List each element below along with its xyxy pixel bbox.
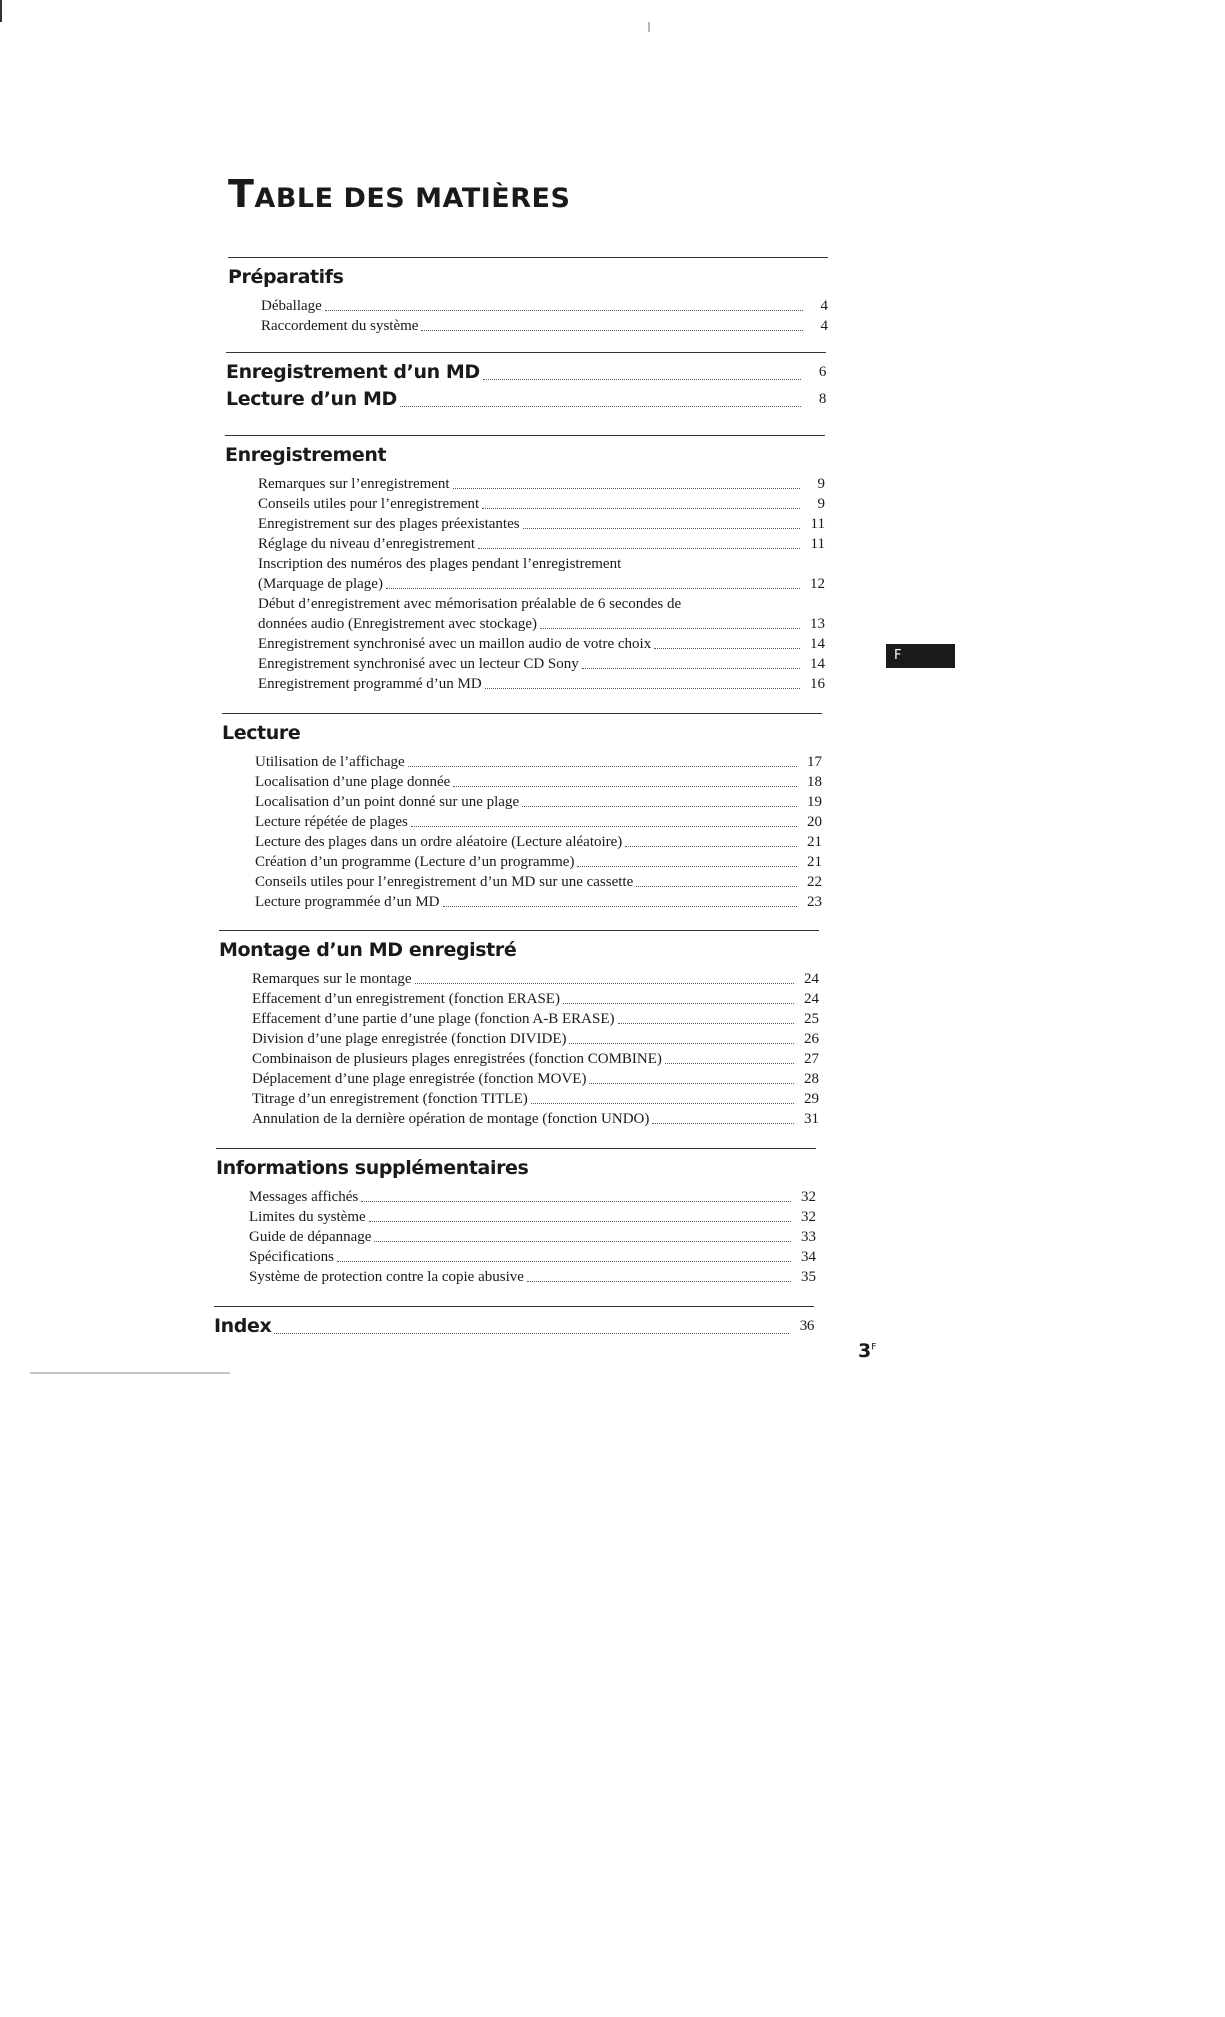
toc-entry[interactable]: [252, 1049, 819, 1069]
section-rule: [214, 1306, 814, 1307]
entry-label: Titrage d’un enregistrement (fonction TITLE): [252, 1091, 528, 1107]
dot-leader: [589, 1083, 794, 1084]
entry-page: 32: [801, 1209, 816, 1225]
dot-leader: [386, 588, 800, 589]
section-title: Informations supplémentaires: [216, 1157, 529, 1179]
entry-label: Inscription des numéros des plages pendant l’enregistrement: [258, 556, 622, 572]
dot-leader: [636, 886, 797, 887]
dot-leader: [443, 906, 797, 907]
entry-label: Localisation d’un point donné sur une plage: [255, 794, 520, 810]
page-number: $3^F$: [858, 1340, 877, 1362]
toc-entry[interactable]: [258, 674, 825, 694]
entry-label: Messages affichés: [249, 1189, 359, 1205]
dot-leader: [618, 1023, 794, 1024]
entry-page: 13: [810, 616, 825, 632]
entry-list: [226, 359, 826, 413]
section-informations: [216, 1148, 816, 1287]
entry-list: [228, 296, 828, 336]
entry-label: Déplacement d’une plage enregistrée (fonction MOVE): [252, 1071, 587, 1087]
dot-leader: [274, 1333, 789, 1334]
entry-page: 35: [801, 1269, 816, 1285]
section-rule: [226, 352, 826, 353]
toc-entry[interactable]: [252, 1069, 819, 1089]
dot-leader: [485, 688, 800, 689]
section-rule: [222, 713, 822, 714]
section-title: Préparatifs: [228, 266, 344, 288]
dot-leader: [582, 668, 800, 669]
toc-entry[interactable]: [258, 594, 825, 614]
entry-label: Lecture répétée de plages: [255, 814, 408, 830]
toc-entry[interactable]: [258, 614, 825, 634]
entry-label: Enregistrement sur des plages préexistantes: [258, 516, 520, 532]
entry-list: [225, 474, 825, 694]
section-title: Montage d’un MD enregistré: [219, 939, 517, 961]
entry-page: 4: [820, 298, 828, 314]
toc-entry[interactable]: [252, 1029, 819, 1049]
toc-entry[interactable]: [255, 812, 822, 832]
entry-label: Effacement d’un enregistrement (fonction ERASE): [252, 991, 560, 1007]
entry-label: Conseils utiles pour l’enregistrement: [258, 496, 480, 512]
dot-leader: [483, 379, 801, 380]
dot-leader: [563, 1003, 794, 1004]
toc-entry[interactable]: [258, 554, 825, 574]
toc-entry[interactable]: [226, 386, 826, 413]
dot-leader: [482, 508, 800, 509]
page-title: TABLE DES MATIÈRES: [228, 172, 571, 216]
entry-page: 23: [807, 894, 822, 910]
toc-entry[interactable]: [214, 1313, 814, 1340]
toc-entry[interactable]: [249, 1187, 816, 1207]
entry-page: 19: [807, 794, 822, 810]
dot-leader: [374, 1241, 791, 1242]
entry-list: [219, 969, 819, 1129]
entry-page: 16: [810, 676, 825, 692]
entry-label: Utilisation de l’affichage: [255, 754, 405, 770]
toc-entry[interactable]: [252, 1089, 819, 1109]
entry-label: Enregistrement synchronisé avec un maillon audio de votre choix: [258, 636, 652, 652]
dot-leader: [478, 548, 800, 549]
entry-label: Annulation de la dernière opération de montage (fonction UNDO): [252, 1111, 650, 1127]
section-montage: [219, 930, 819, 1129]
entry-page: 8: [818, 391, 826, 407]
entry-page: 22: [807, 874, 822, 890]
dot-leader: [665, 1063, 794, 1064]
dot-leader: [361, 1201, 791, 1202]
entry-label: Création d’un programme (Lecture d’un programme): [255, 854, 575, 870]
toc-entry[interactable]: [255, 772, 822, 792]
dot-leader: [652, 1123, 794, 1124]
toc-entry[interactable]: [255, 792, 822, 812]
toc-entry[interactable]: [258, 654, 825, 674]
dot-leader: [369, 1221, 791, 1222]
entry-label: Réglage du niveau d’enregistrement: [258, 536, 476, 552]
dot-leader: [569, 1043, 794, 1044]
section-preparatifs: [228, 257, 828, 336]
section-rule: [228, 257, 828, 258]
entry-page: 18: [807, 774, 822, 790]
entry-label: Guide de dépannage: [249, 1229, 372, 1245]
entry-page: 24: [804, 971, 819, 987]
entry-page: 17: [807, 754, 822, 770]
entry-list: [216, 1187, 816, 1287]
entry-label: Limites du système: [249, 1209, 366, 1225]
toc-entry[interactable]: [261, 316, 828, 336]
entry-page: 11: [810, 516, 825, 532]
scan-speck: [648, 22, 650, 32]
entry-label: Conseils utiles pour l’enregistrement d’un MD sur une cassette: [255, 874, 634, 890]
dot-leader: [408, 766, 797, 767]
toc-entry[interactable]: [226, 359, 826, 386]
section-title: Enregistrement: [225, 444, 387, 466]
dot-leader: [337, 1261, 791, 1262]
toc-entry[interactable]: [261, 296, 828, 316]
entry-label: Lecture d’un MD: [226, 388, 397, 410]
entry-label: Raccordement du système: [261, 318, 419, 334]
section-index: [214, 1306, 814, 1340]
entry-label: Remarques sur le montage: [252, 971, 412, 987]
dot-leader: [415, 983, 794, 984]
section-title: Lecture: [222, 722, 301, 744]
toc-entry[interactable]: [252, 989, 819, 1009]
entry-page: 14: [810, 656, 825, 672]
toc-entry[interactable]: [249, 1247, 816, 1267]
entry-label: Effacement d’une partie d’une plage (fonction A-B ERASE): [252, 1011, 615, 1027]
toc-entry[interactable]: [258, 494, 825, 514]
entry-label: Localisation d’une plage donnée: [255, 774, 451, 790]
dot-leader: [531, 1103, 794, 1104]
scan-edge-mark: [0, 0, 2, 22]
dot-leader: [625, 846, 797, 847]
dot-leader: [527, 1281, 791, 1282]
toc-entry[interactable]: [252, 1109, 819, 1129]
entry-page: 28: [804, 1071, 819, 1087]
dot-leader: [411, 826, 797, 827]
entry-label: Remarques sur l’enregistrement: [258, 476, 450, 492]
entry-label: Division d’une plage enregistrée (fonction DIVIDE): [252, 1031, 567, 1047]
toc-entry[interactable]: [252, 969, 819, 989]
toc-entry[interactable]: [249, 1227, 816, 1247]
dot-leader: [523, 528, 800, 529]
dot-leader: [540, 628, 800, 629]
toc-entry[interactable]: [255, 892, 822, 912]
entry-page: 9: [817, 476, 825, 492]
dot-leader: [421, 330, 803, 331]
entry-label: Lecture programmée d’un MD: [255, 894, 440, 910]
entry-label: Spécifications: [249, 1249, 334, 1265]
language-tab-marker: F: [886, 644, 955, 668]
entry-label: Enregistrement d’un MD: [226, 361, 480, 383]
entry-label: Enregistrement programmé d’un MD: [258, 676, 482, 692]
entry-page: 25: [804, 1011, 819, 1027]
entry-page: 29: [804, 1091, 819, 1107]
toc-entry[interactable]: [258, 514, 825, 534]
entry-label: Index: [214, 1315, 272, 1337]
toc-entry[interactable]: [255, 752, 822, 772]
section-rule: [216, 1148, 816, 1149]
dot-leader: [654, 648, 800, 649]
toc-entry[interactable]: [258, 574, 825, 594]
dot-leader: [577, 866, 797, 867]
entry-list: [214, 1313, 814, 1340]
entry-page: 21: [807, 834, 822, 850]
entry-label: données audio (Enregistrement avec stockage): [258, 616, 538, 632]
toc-entry[interactable]: [249, 1267, 816, 1287]
section-enregistrement: [225, 435, 825, 694]
entry-page: 32: [801, 1189, 816, 1205]
toc-entry[interactable]: [255, 832, 822, 852]
dot-leader: [522, 806, 797, 807]
section-rule: [225, 435, 825, 436]
entry-page: 36: [799, 1318, 814, 1334]
entry-label: Déballage: [261, 298, 322, 314]
toc-entry[interactable]: [249, 1207, 816, 1227]
entry-page: 26: [804, 1031, 819, 1047]
toc-entry[interactable]: [252, 1009, 819, 1029]
section-lecture: [222, 713, 822, 912]
entry-page: 33: [801, 1229, 816, 1245]
entry-page: 4: [820, 318, 828, 334]
entry-label: Système de protection contre la copie abusive: [249, 1269, 524, 1285]
entry-page: 6: [818, 364, 826, 380]
entry-label: Combinaison de plusieurs plages enregistrées (fonction COMBINE): [252, 1051, 662, 1067]
entry-label: Lecture des plages dans un ordre aléatoire (Lecture aléatoire): [255, 834, 623, 850]
entry-page: 9: [817, 496, 825, 512]
entry-label: Début d’enregistrement avec mémorisation préalable de 6 secondes de: [258, 596, 682, 612]
entry-label: (Marquage de plage): [258, 576, 383, 592]
section-rule: [219, 930, 819, 931]
entry-page: 27: [804, 1051, 819, 1067]
toc-entry[interactable]: [255, 852, 822, 872]
entry-page: 24: [804, 991, 819, 1007]
toc-entry[interactable]: [258, 474, 825, 494]
entry-page: 12: [810, 576, 825, 592]
dot-leader: [325, 310, 803, 311]
entry-page: 20: [807, 814, 822, 830]
entry-page: 21: [807, 854, 822, 870]
toc-entry[interactable]: [258, 534, 825, 554]
dot-leader: [453, 488, 800, 489]
entry-page: 11: [810, 536, 825, 552]
entry-page: 34: [801, 1249, 816, 1265]
scan-speck: [30, 1372, 230, 1374]
toc-entry[interactable]: [255, 872, 822, 892]
entry-label: Enregistrement synchronisé avec un lecteur CD Sony: [258, 656, 579, 672]
dot-leader: [400, 406, 801, 407]
dot-leader: [453, 786, 797, 787]
entry-list: [222, 752, 822, 912]
toc-entry[interactable]: [258, 634, 825, 654]
entry-page: 14: [810, 636, 825, 652]
entry-page: 31: [804, 1111, 819, 1127]
section-enregistrement-lecture-md: [226, 352, 826, 413]
